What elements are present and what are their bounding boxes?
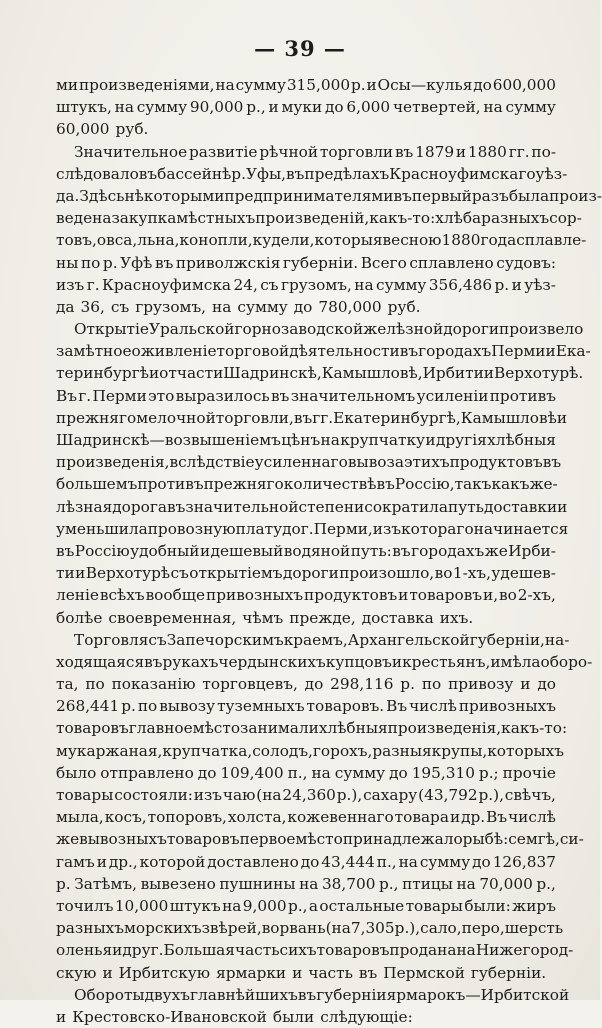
text-line: изъ г. Красноуфимска 24, съ грузомъ, на сумму 356,486 р. и уѣз-	[56, 275, 556, 294]
text-line: было отправлено до 109,400 п., на сумму до 195,310 р.; прочіе	[56, 763, 556, 782]
text-line: гамъ и др., которой доставлено до 43,444 п., на сумму до 126,837	[56, 852, 556, 871]
text-line: та, по показанію торговцевъ, до 298,116 р. по привозу и до	[56, 675, 556, 694]
text-line: теринбургѣ и отчасти Шадринскѣ, Камышловѣ, Ирбити и Верхотурѣ.	[56, 364, 584, 383]
body-text	[56, 74, 602, 1028]
text-line: ти и Верхотурѣ съ открытіемъ дороги произошло, во 1-хъ, удешев-	[56, 564, 556, 583]
text-line: Шадринскѣ—возвышеніемъ цѣнъ на крупчатку и другія хлѣбныя	[56, 431, 556, 449]
text-line: штукъ, на сумму 90,000 р., и муки до 6,000 четвертей, на сумму	[56, 98, 556, 117]
text-line: въ Россію удобный и дешевый водяной путь: въ городахъ же Ирби-	[56, 541, 556, 560]
text-line: прежняго мелочной торговли, въ гг. Екатеринбургѣ, Камышловѣ и	[56, 408, 568, 427]
text-line: слѣдовало въ бассейнѣ р. Уфы, въ предѣлахъ Красноуфимскаго уѣз-	[56, 164, 568, 183]
text-line: лѣзная дорога въ значительной степени сократила путь доставки и	[56, 497, 568, 516]
text-line: товары состояли: изъ чаю (на 24,360 р.), сахару (43,792 р.), свѣчъ,	[56, 786, 556, 804]
text-line: скую и Ирбитскую ярмарки и часть въ Пермской губерніи.	[56, 963, 547, 982]
text-line: оленья и друг. Большая часть сихъ товаровъ продана на Нижегород-	[56, 941, 574, 960]
text-line: товаровъ главное мѣсто занимали хлѣбныя произведенія, какъ-то:	[56, 719, 568, 738]
text-line: леніе всѣхъ вообще привозныхъ продуктовъ и товаровъ и, во 2-хъ,	[56, 586, 556, 605]
text-line: Обороты двухъ главнѣйшихъ въ губерніи ярмарокъ—Ирбитской	[74, 985, 570, 1004]
text-line: произведенія, вслѣдствіе усиленнаго вывоза этихъ продуктовъ въ	[56, 453, 562, 472]
text-line: ведена закупка мѣстныхъ произведеній, какъ-то: хлѣба разныхъ сор-	[56, 209, 582, 228]
page-number: — 39 —	[254, 36, 346, 61]
text-line: Открытіе Уральской горнозаводской желѣзной дороги произвело	[74, 320, 584, 339]
text-line: большемъ противъ прежняго количествѣ въ Россію, такъ какъ же-	[56, 475, 558, 494]
text-line: 268,441 р. по вывозу туземныхъ товаровъ. Въ числѣ привозныхъ	[56, 697, 556, 716]
text-line: мыла, косъ, топоровъ, холста, кожевеннаго товара и др. Въ числѣ	[56, 808, 556, 827]
text-line: замѣтное оживленіе торговой дѣятельности въ городахъ Перми и Ека-	[56, 342, 591, 361]
text-line: Значительное развитіе рѣчной торговли въ 1879 и 1880 гг. по-	[74, 142, 556, 161]
text-line: Въ г. Перми это выразилось въ значительномъ усиленіи противъ	[56, 386, 556, 405]
text-line: р. Затѣмъ, вывезено пушнины на 38,700 р., птицы на 70,000 р.,	[56, 874, 556, 893]
text-line: и Крестовско-Ивановской были слѣдующіе:	[56, 1007, 413, 1026]
text-line: да 36, съ грузомъ, на сумму до 780,000 руб.	[56, 297, 421, 316]
text-line: точилъ 10,000 штукъ на 9,000 р., а остальные товары были: жиръ	[56, 896, 556, 915]
text-line: Торговля съ Запечорскимъ краемъ, Архангельской губерніи, на-	[74, 630, 570, 649]
text-line: ходящаяся въ рукахъ чердынскихъ купцовъ и крестьянъ, имѣла оборо-	[56, 652, 593, 671]
text-line: же вывозныхъ товаровъ первое мѣсто принадлежало рыбѣ: семгѣ, си-	[56, 830, 584, 849]
text-line: болѣе своевременная, чѣмъ прежде, доставка ихъ.	[56, 608, 474, 627]
text-line: 60,000 руб.	[56, 120, 149, 139]
text-line: разныхъ морскихъ звѣрей, ворвань (на 7,305 р.), сало, перо, шерсть	[56, 919, 564, 938]
text-line: товъ, овса, льна, конопли, кудели, которыя весною 1880 года сплавле-	[56, 231, 587, 250]
text-line: да. Здѣсь нѣкоторыми предпринимателями въ первый разъ была произ-	[56, 186, 602, 205]
text-line: ми произведеніями, на сумму 315,000 р. и Осы—кулья до 600,000	[56, 76, 556, 94]
text-line: уменьшила провозную плату до г. Перми, изъ котораго начинается	[56, 519, 569, 538]
text-line: мука ржаная, крупчатка, солодъ, горохъ, разныя крупы, которыхъ	[56, 741, 565, 760]
text-line: ны по р. Уфѣ въ приволжскія губерніи. Всего сплавлено судовъ:	[56, 253, 556, 272]
